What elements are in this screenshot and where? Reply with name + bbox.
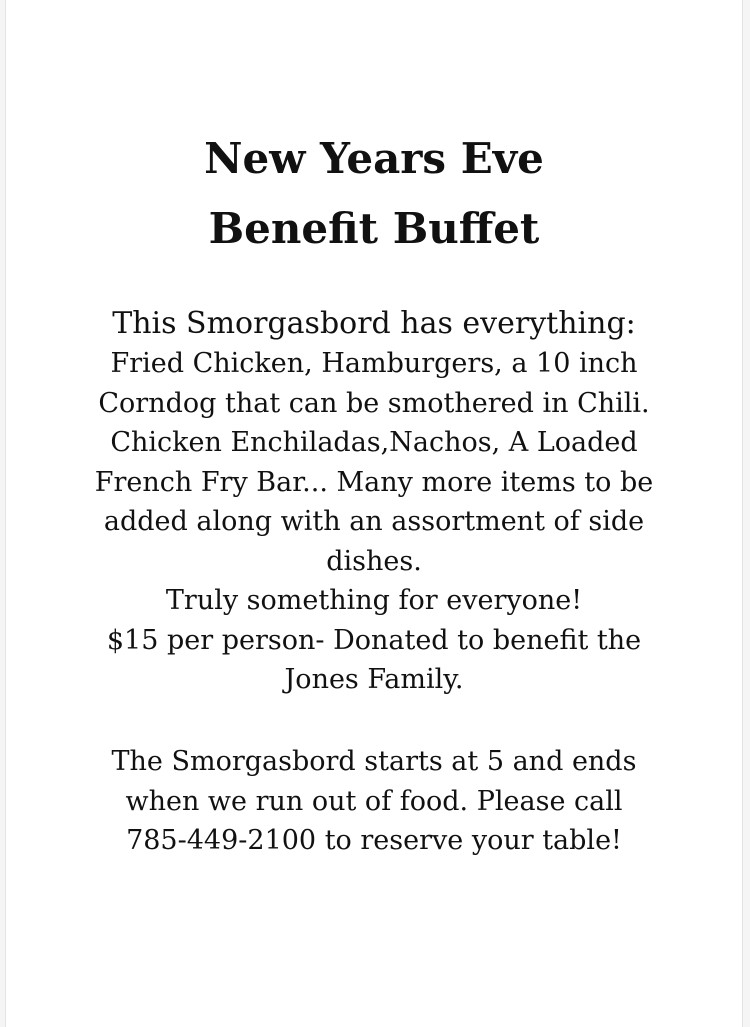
details-line: when we run out of food. Please call [125,785,623,817]
details-line: The Smorgasbord starts at 5 and ends [111,746,637,777]
flyer-title [6,124,742,264]
tagline: Truly something for everyone! [165,585,583,616]
menu-line: dishes. [326,545,422,577]
price-line: $15 per person- Donated to benefit the [106,624,642,656]
title-line-1: New Years Eve [204,134,544,183]
title-line-2: Benefit Buffet [208,204,540,253]
menu-line: Corndog that can be smothered in Chili. [98,387,650,419]
menu-line: Fried Chicken, Hamburgers, a 10 inch [110,348,638,379]
event-details [6,742,742,861]
flyer-page [5,0,743,1027]
menu-line: French Fry Bar... Many more items to be [94,466,654,498]
menu-line: added along with an assortment of side [103,506,645,537]
menu-line: Chicken Enchiladas,Nachos, A Loaded [110,427,638,458]
reservation-line: 785-449-2100 to reserve your table! [126,825,622,856]
menu-description [6,304,742,700]
intro-lead: This Smorgasbord has everything: [112,306,636,341]
beneficiary-line: Jones Family. [284,664,464,695]
